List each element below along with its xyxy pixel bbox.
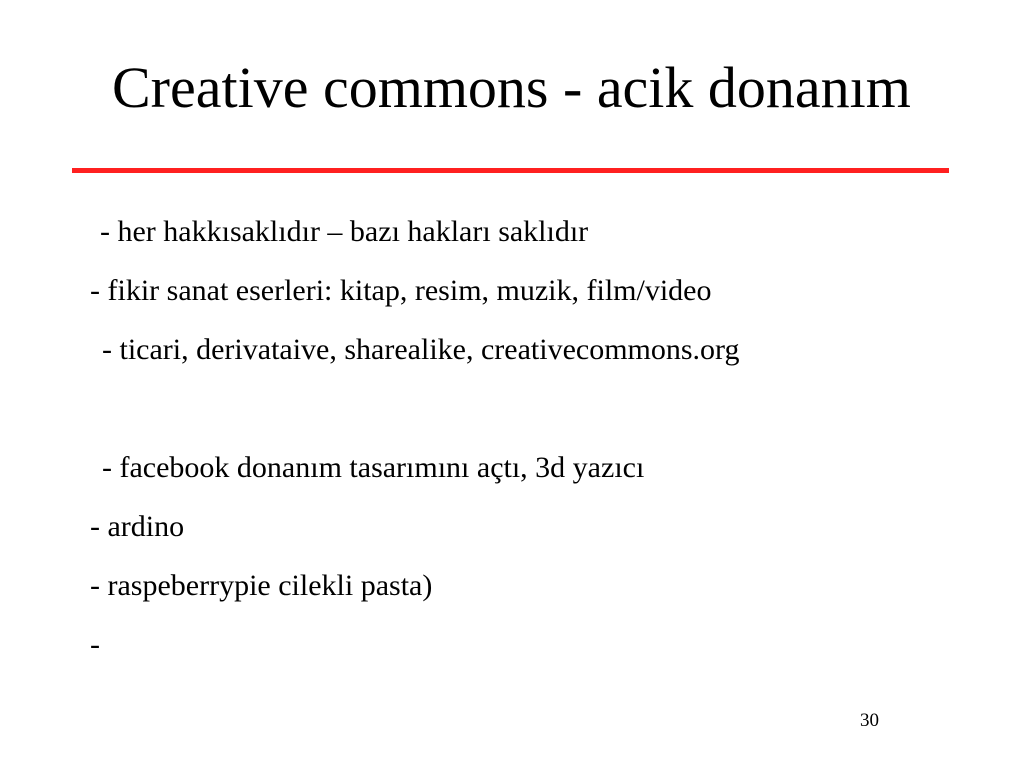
bullet-line-3: - ticari, derivataive, sharealike, creativecommons.org [102,333,740,366]
bullet-line-1: - her hakkısaklıdır – bazı hakları saklıdır [100,215,589,248]
bullet-line-6: - raspeberrypie cilekli pasta) [90,569,433,602]
bullet-line-7: - [90,628,100,661]
bullet-line-5: - ardino [90,510,185,543]
title-underline [72,168,949,173]
slide-title: Creative commons - acik donanım [112,55,911,120]
bullet-line-2: - fikir sanat eserleri: kitap, resim, muzik, film/video [90,274,712,307]
slide-number: 30 [860,710,879,731]
bullet-line-4: - facebook donanım tasarımını açtı, 3d yazıcı [102,451,645,484]
